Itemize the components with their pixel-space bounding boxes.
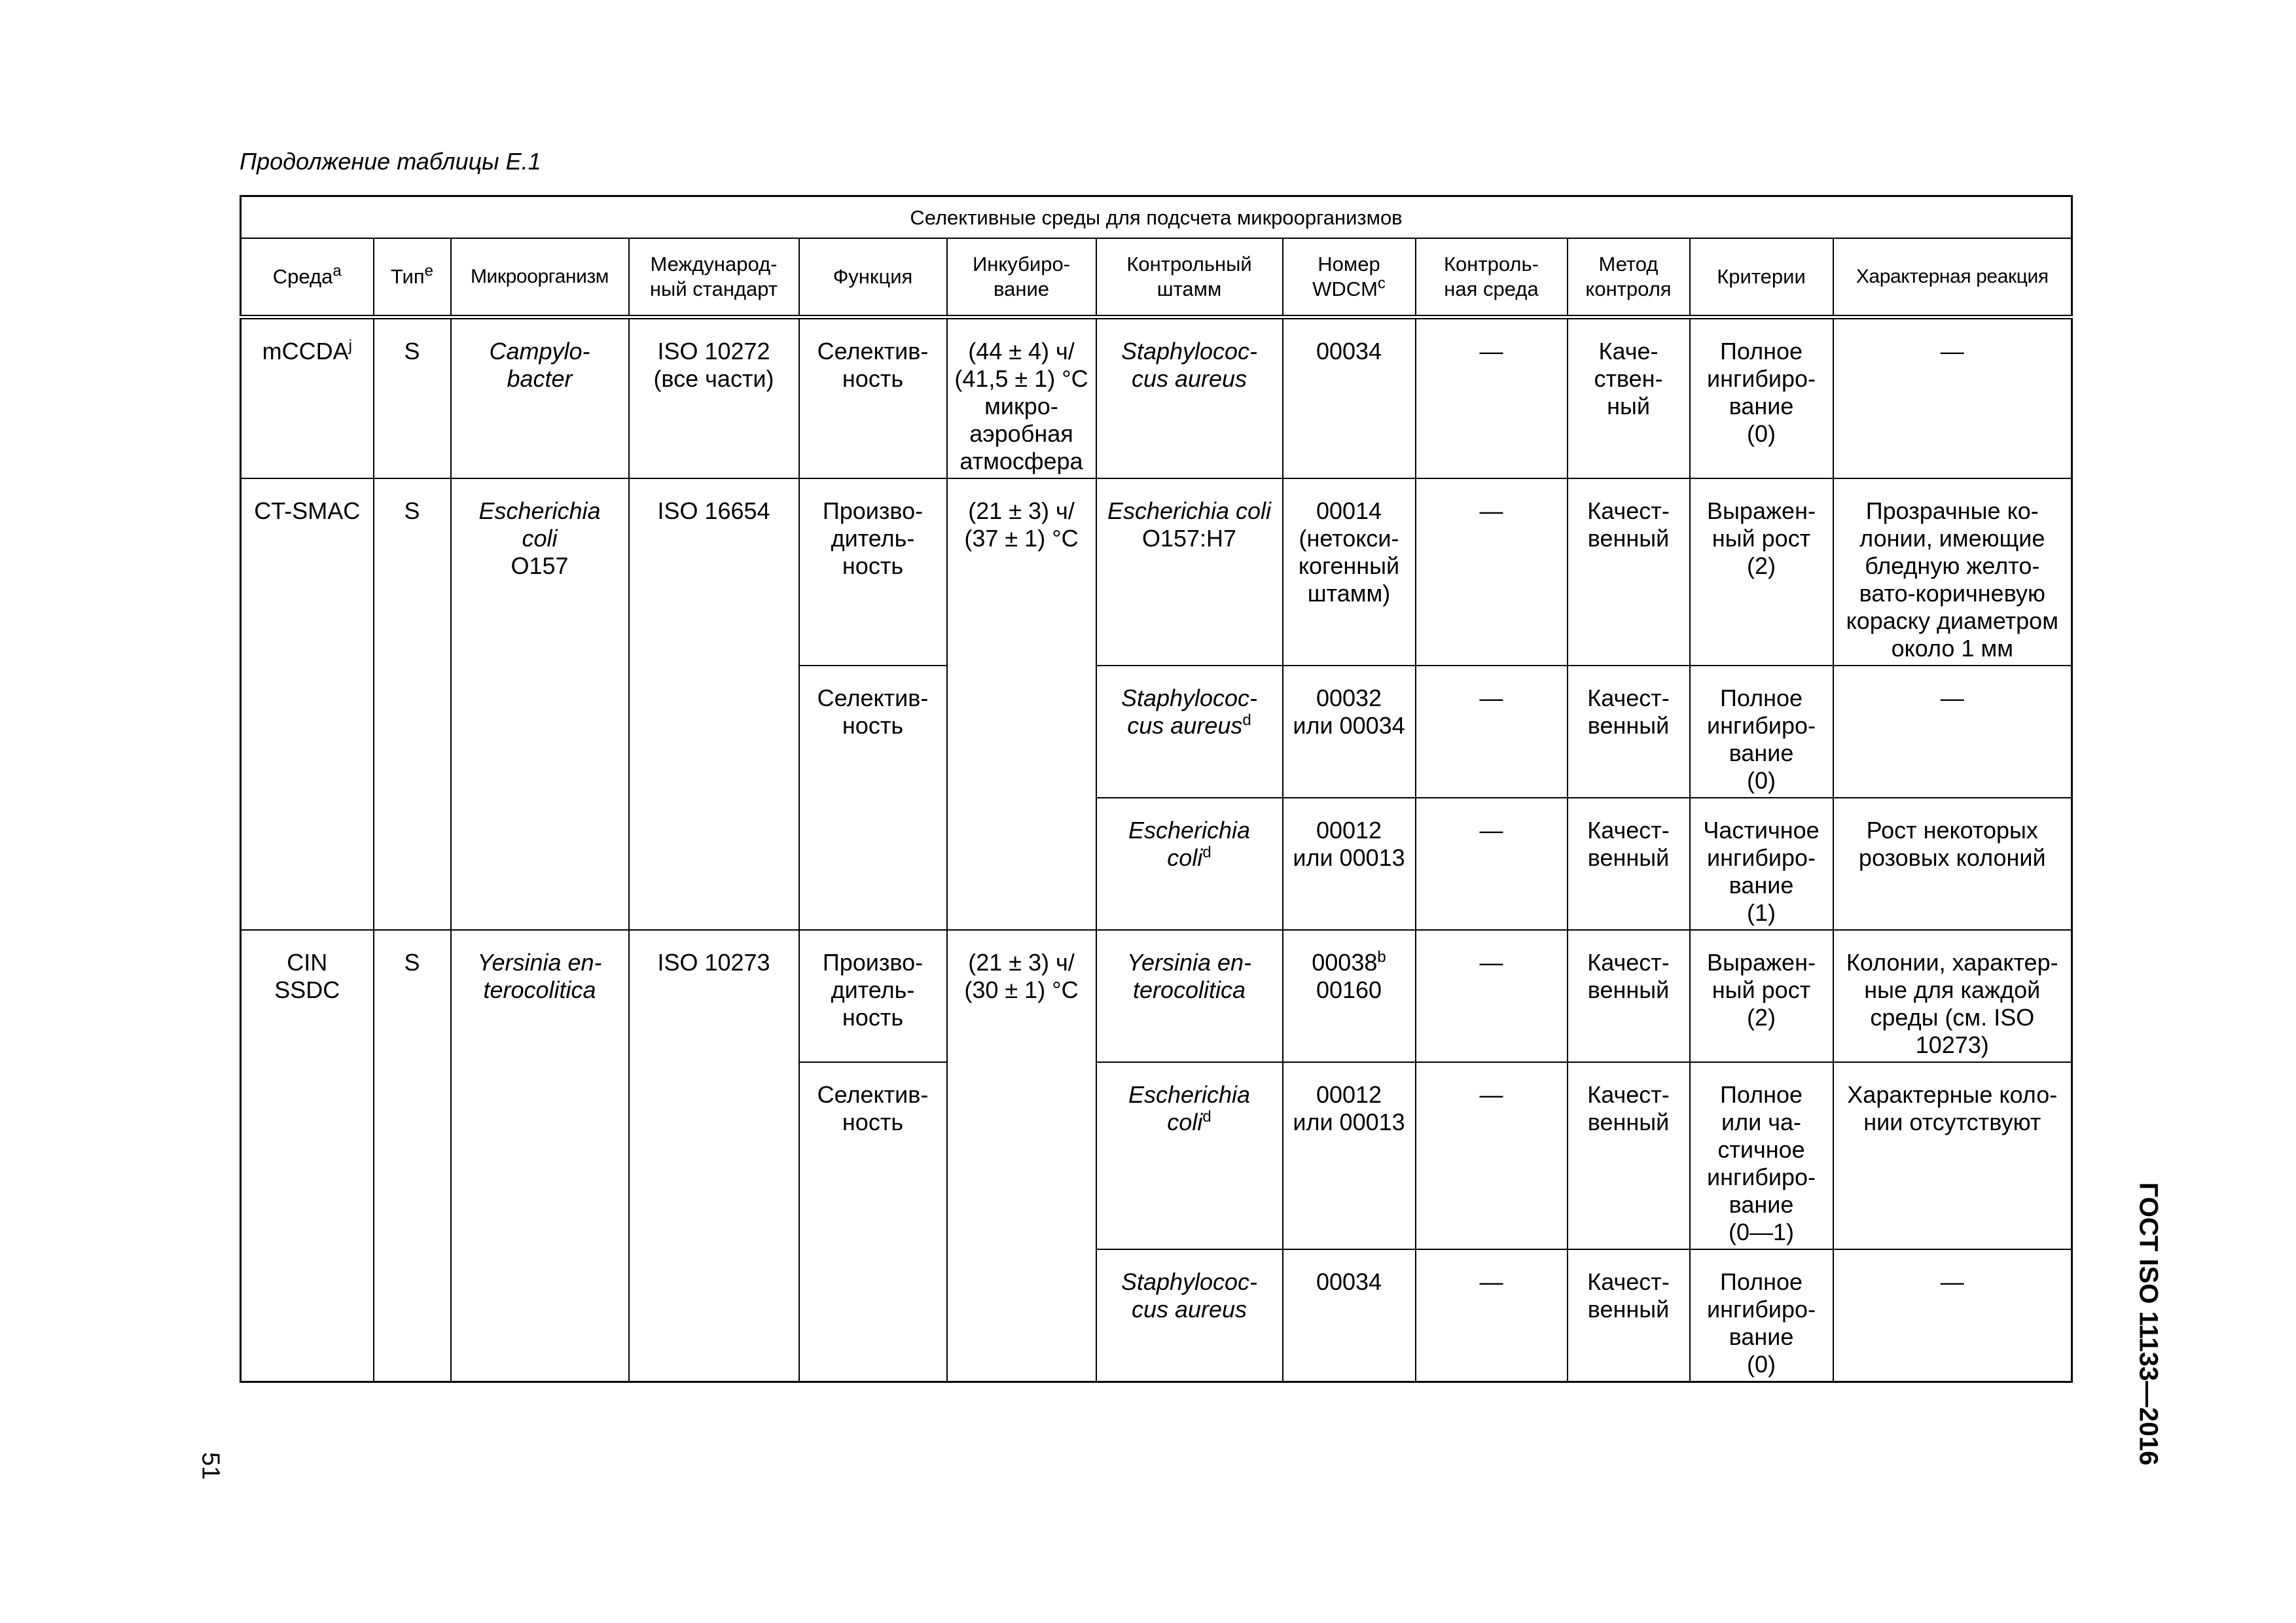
method-line: венный — [1587, 844, 1670, 871]
criteria-cell — [1690, 1249, 1833, 1382]
reaction-line: среды (см. ISO — [1870, 1004, 2035, 1031]
criteria-cell — [1690, 1062, 1833, 1249]
criteria-line: ингибиро- — [1707, 365, 1816, 392]
reaction-cell — [1833, 798, 2072, 930]
reaction-line: нии отсутствуют — [1863, 1109, 2041, 1135]
header-reaction: Характерная реакция — [1833, 238, 2072, 317]
strain-cell — [1096, 1249, 1283, 1382]
header-incubation — [947, 238, 1096, 317]
method-line: венный — [1587, 525, 1670, 552]
criteria-cell — [1690, 317, 1833, 479]
header-reference-medium-line-2: ная среда — [1444, 277, 1539, 300]
method-line: Качест- — [1587, 497, 1670, 524]
incubation-cell — [947, 930, 1096, 1382]
strain-line: terocolitica — [1132, 976, 1246, 1003]
function-cell — [799, 930, 947, 1062]
type-cell: S — [374, 317, 451, 479]
method-line: Каче- — [1598, 338, 1659, 365]
criteria-line: Выражен- — [1707, 949, 1816, 976]
reaction-line: — — [1940, 1268, 1964, 1295]
criteria-line: ный рост — [1712, 525, 1811, 552]
method-line: Качест- — [1587, 1268, 1670, 1295]
method-line: венный — [1587, 1296, 1670, 1323]
wdcm-cell — [1283, 1062, 1416, 1249]
standard-line: ISO 10272 — [657, 338, 770, 365]
criteria-line: (0—1) — [1728, 1219, 1795, 1245]
header-standard-line-1: Международ- — [650, 253, 778, 276]
criteria-line: стичное — [1717, 1136, 1805, 1163]
function-line: ность — [842, 1109, 904, 1135]
strain-cell — [1096, 666, 1283, 798]
header-standard-line-2: ный стандарт — [649, 277, 778, 300]
reaction-cell — [1833, 478, 2072, 666]
strain-line: Yersinia en- — [1126, 949, 1252, 976]
incubation-line: (37 ± 1) °C — [964, 525, 1079, 552]
incubation-line: (44 ± 4) ч/ — [968, 338, 1075, 365]
strain-footnote: d — [1202, 1108, 1211, 1126]
strain-cell — [1096, 1062, 1283, 1249]
header-row — [241, 238, 2072, 317]
header-type-label: Тип — [390, 265, 425, 288]
method-cell — [1568, 798, 1690, 930]
strain-line: cus aureus — [1131, 1296, 1247, 1323]
header-type-footnote: e — [424, 262, 434, 280]
function-line: ность — [842, 552, 904, 579]
criteria-line: (0) — [1747, 420, 1776, 447]
wdcm-line: или 00013 — [1293, 1109, 1405, 1135]
wdcm-line: когенный — [1298, 552, 1400, 579]
header-incubation-line-1: Инкубиро- — [972, 253, 1071, 276]
function-cell — [799, 478, 947, 666]
microorganism-line: Yersinia en- — [477, 949, 602, 976]
criteria-line: или ча- — [1721, 1109, 1801, 1135]
strain-line — [1101, 712, 1278, 740]
header-control-strain — [1096, 238, 1283, 317]
wdcm-text: 00038 — [1312, 949, 1378, 976]
reference-medium-cell: — — [1416, 1062, 1568, 1249]
reaction-cell — [1833, 1062, 2072, 1249]
strain-text: cus aureus — [1127, 712, 1243, 739]
wdcm-line: 00012 — [1316, 817, 1382, 844]
strain-line: Staphylococ- — [1121, 338, 1258, 365]
wdcm-line: или 00034 — [1293, 712, 1405, 739]
reaction-line: Колонии, характер- — [1846, 949, 2058, 976]
table-row — [241, 930, 2072, 1062]
wdcm-cell — [1283, 930, 1416, 1062]
strain-line: cus aureus — [1131, 365, 1247, 392]
wdcm-line: 00032 — [1316, 685, 1382, 711]
reaction-line: кораску диаметром — [1846, 607, 2058, 634]
function-cell — [799, 317, 947, 479]
header-type — [374, 238, 451, 317]
header-wdcm-line-1: Номер — [1318, 253, 1380, 276]
method-line: Качест- — [1587, 1081, 1670, 1108]
criteria-line: ингибиро- — [1707, 712, 1816, 739]
header-medium-footnote: a — [332, 262, 342, 280]
standard-designation-text: ГОСТ ISO 11133—2016 — [2134, 1182, 2163, 1466]
reaction-line: — — [1940, 685, 1964, 711]
type-cell: S — [374, 478, 451, 930]
function-cell — [799, 1062, 947, 1382]
function-line: ность — [842, 1004, 904, 1031]
standard-cell — [629, 478, 799, 930]
incubation-line: (21 ± 3) ч/ — [968, 949, 1075, 976]
strain-cell — [1096, 930, 1283, 1062]
standard-line: ISO 10273 — [657, 949, 770, 976]
criteria-line: (1) — [1747, 899, 1776, 926]
criteria-line: ингибиро- — [1707, 844, 1816, 871]
criteria-line: (2) — [1747, 1004, 1776, 1031]
microorganism-line: O157 — [511, 552, 569, 579]
method-line: ный — [1607, 393, 1650, 419]
standard-designation — [2130, 1170, 2166, 1478]
reaction-cell — [1833, 930, 2072, 1062]
incubation-line: атмосфера — [960, 448, 1083, 474]
strain-line: Staphylococ- — [1121, 685, 1258, 711]
function-line: Селектив- — [817, 338, 929, 365]
standard-cell — [629, 930, 799, 1382]
wdcm-cell — [1283, 317, 1416, 479]
header-criteria: Критерии — [1690, 238, 1833, 317]
header-control-strain-line-1: Контрольный — [1126, 253, 1252, 276]
microorganism-line: coli — [522, 525, 558, 552]
reaction-line: Характерные коло- — [1847, 1081, 2058, 1108]
incubation-line: (21 ± 3) ч/ — [968, 497, 1075, 524]
header-control-strain-line-2: штамм — [1157, 277, 1222, 300]
wdcm-line: 00034 — [1316, 1268, 1382, 1295]
header-incubation-line-2: вание — [993, 277, 1050, 300]
medium-name: mCCDA — [262, 338, 349, 365]
criteria-line: вание — [1729, 872, 1794, 899]
reaction-line: вато-коричневую — [1859, 580, 2045, 607]
method-line: венный — [1587, 976, 1670, 1003]
microorganism-line: Escherichia — [478, 497, 601, 524]
header-medium-label: Среда — [272, 265, 333, 288]
wdcm-cell — [1283, 798, 1416, 930]
reaction-cell — [1833, 1249, 2072, 1382]
criteria-line: Полное — [1719, 685, 1803, 711]
strain-cell — [1096, 317, 1283, 479]
microorganism-cell — [451, 478, 629, 930]
medium-cell — [241, 317, 374, 479]
criteria-line: Выражен- — [1707, 497, 1816, 524]
standard-line: (все части) — [653, 365, 774, 392]
reaction-line: около 1 мм — [1891, 635, 2013, 662]
header-wdcm-footnote: c — [1377, 274, 1386, 293]
criteria-line: (0) — [1747, 767, 1776, 794]
function-line: ность — [842, 365, 904, 392]
reference-medium-cell: — — [1416, 798, 1568, 930]
strain-line: Escherichia coli — [1107, 497, 1272, 524]
criteria-line: вание — [1729, 393, 1794, 419]
method-cell — [1568, 1249, 1690, 1382]
reaction-line: розовых колоний — [1858, 844, 2046, 871]
reaction-line: бледную желто- — [1865, 552, 2040, 579]
function-line: Произво- — [822, 949, 924, 976]
medium-name: CT-SMAC — [254, 497, 361, 524]
criteria-line: (2) — [1747, 552, 1776, 579]
criteria-line: Полное — [1719, 1268, 1803, 1295]
method-cell — [1568, 478, 1690, 666]
method-line: венный — [1587, 1109, 1670, 1135]
criteria-line: Полное — [1719, 1081, 1803, 1108]
strain-text: coli — [1167, 844, 1203, 871]
criteria-line: Полное — [1719, 338, 1803, 365]
header-wdcm — [1283, 238, 1416, 317]
reference-medium-cell: — — [1416, 478, 1568, 666]
strain-line — [1101, 1109, 1278, 1136]
incubation-line: аэробная — [969, 420, 1073, 447]
strain-text: coli — [1167, 1109, 1203, 1135]
microorganism-line: terocolitica — [483, 976, 596, 1003]
header-reference-medium — [1416, 238, 1568, 317]
criteria-cell — [1690, 478, 1833, 666]
method-cell — [1568, 666, 1690, 798]
table-row — [241, 317, 2072, 479]
header-method-line-2: контроля — [1585, 277, 1672, 300]
function-line: Произво- — [822, 497, 924, 524]
function-line: Селектив- — [817, 685, 929, 711]
reference-medium-cell: — — [1416, 666, 1568, 798]
criteria-line: вание — [1729, 1323, 1794, 1350]
reaction-line: ные для каждой — [1864, 976, 2041, 1003]
wdcm-line: 00034 — [1316, 338, 1382, 365]
incubation-line: (30 ± 1) °C — [964, 976, 1079, 1003]
strain-footnote: d — [1202, 844, 1211, 861]
page-number-text: 51 — [196, 1452, 224, 1480]
medium-cell — [241, 478, 374, 930]
method-line: Качест- — [1587, 949, 1670, 976]
method-line: Качест- — [1587, 685, 1670, 711]
standard-cell — [629, 317, 799, 479]
criteria-line: ный рост — [1712, 976, 1811, 1003]
microorganism-line: Campylo- — [489, 338, 590, 365]
strain-cell — [1096, 478, 1283, 666]
function-line: дитель- — [831, 976, 915, 1003]
medium-footnote: j — [348, 337, 352, 355]
method-cell — [1568, 930, 1690, 1062]
reaction-line: Рост некоторых — [1866, 817, 2038, 844]
strain-line: Escherichia — [1128, 817, 1251, 844]
header-standard — [629, 238, 799, 317]
criteria-line: вание — [1729, 1191, 1794, 1218]
method-line: ствен- — [1594, 365, 1663, 392]
table-caption: Продолжение таблицы Е.1 — [240, 148, 541, 175]
reaction-line: Прозрачные ко- — [1865, 497, 2039, 524]
wdcm-line — [1287, 949, 1411, 976]
wdcm-line: 00160 — [1316, 976, 1382, 1003]
wdcm-line: штамм) — [1307, 580, 1391, 607]
wdcm-line: или 00013 — [1293, 844, 1405, 871]
function-line: Селектив- — [817, 1081, 929, 1108]
strain-line — [1101, 844, 1278, 872]
header-method — [1568, 238, 1690, 317]
standard-line: ISO 16654 — [657, 497, 770, 524]
reaction-line: 10273) — [1915, 1031, 1989, 1058]
wdcm-cell — [1283, 1249, 1416, 1382]
criteria-cell — [1690, 930, 1833, 1062]
method-line: венный — [1587, 712, 1670, 739]
criteria-cell — [1690, 798, 1833, 930]
header-microorganism: Микроорганизм — [451, 238, 629, 317]
header-reference-medium-line-1: Контроль- — [1444, 253, 1539, 276]
method-cell — [1568, 1062, 1690, 1249]
function-line: дитель- — [831, 525, 915, 552]
criteria-line: ингибиро- — [1707, 1164, 1816, 1190]
wdcm-line: 00014 — [1316, 497, 1382, 524]
incubation-cell — [947, 317, 1096, 479]
medium-name: CIN SSDC — [274, 949, 340, 1003]
wdcm-cell — [1283, 666, 1416, 798]
criteria-line: вание — [1729, 740, 1794, 766]
type-cell: S — [374, 930, 451, 1382]
header-function: Функция — [799, 238, 947, 317]
microorganism-line: bacter — [507, 365, 573, 392]
microorganism-cell — [451, 317, 629, 479]
reference-medium-cell: — — [1416, 930, 1568, 1062]
incubation-line: микро- — [984, 393, 1058, 419]
method-line: Качест- — [1587, 817, 1670, 844]
wdcm-line: 00012 — [1316, 1081, 1382, 1108]
header-medium — [241, 238, 374, 317]
header-wdcm-label: WDCM — [1312, 277, 1378, 300]
criteria-line: (0) — [1747, 1351, 1776, 1378]
wdcm-line: (нетокси- — [1299, 525, 1399, 552]
criteria-line: ингибиро- — [1707, 1296, 1816, 1323]
wdcm-cell — [1283, 478, 1416, 666]
function-cell — [799, 666, 947, 930]
microorganism-cell — [451, 930, 629, 1382]
reaction-line: — — [1940, 338, 1964, 365]
criteria-cell — [1690, 666, 1833, 798]
wdcm-footnote: b — [1377, 948, 1386, 966]
table-title: Селективные среды для подсчета микроорганизмов — [241, 196, 2072, 239]
strain-line: Escherichia — [1128, 1081, 1251, 1108]
strain-footnote: d — [1242, 711, 1251, 729]
header-wdcm-line-2 — [1286, 274, 1412, 302]
criteria-line: Частичное — [1703, 817, 1820, 844]
medium-cell — [241, 930, 374, 1382]
strain-cell — [1096, 798, 1283, 930]
page-number — [194, 1440, 226, 1492]
strain-line: O157:H7 — [1141, 525, 1237, 552]
reaction-cell — [1833, 317, 2072, 479]
strain-line: Staphylococ- — [1121, 1268, 1258, 1295]
incubation-line: (41,5 ± 1) °C — [954, 365, 1088, 392]
reference-medium-cell: — — [1416, 1249, 1568, 1382]
table-row — [241, 478, 2072, 666]
reference-medium-cell: — — [1416, 317, 1568, 479]
data-table — [240, 195, 2073, 1383]
reaction-cell — [1833, 666, 2072, 798]
header-method-line-1: Метод — [1598, 253, 1659, 276]
incubation-cell — [947, 478, 1096, 930]
reaction-line: лонии, имеющие — [1859, 525, 2045, 552]
function-line: ность — [842, 712, 904, 739]
table-title-row — [241, 196, 2072, 239]
method-cell — [1568, 317, 1690, 479]
